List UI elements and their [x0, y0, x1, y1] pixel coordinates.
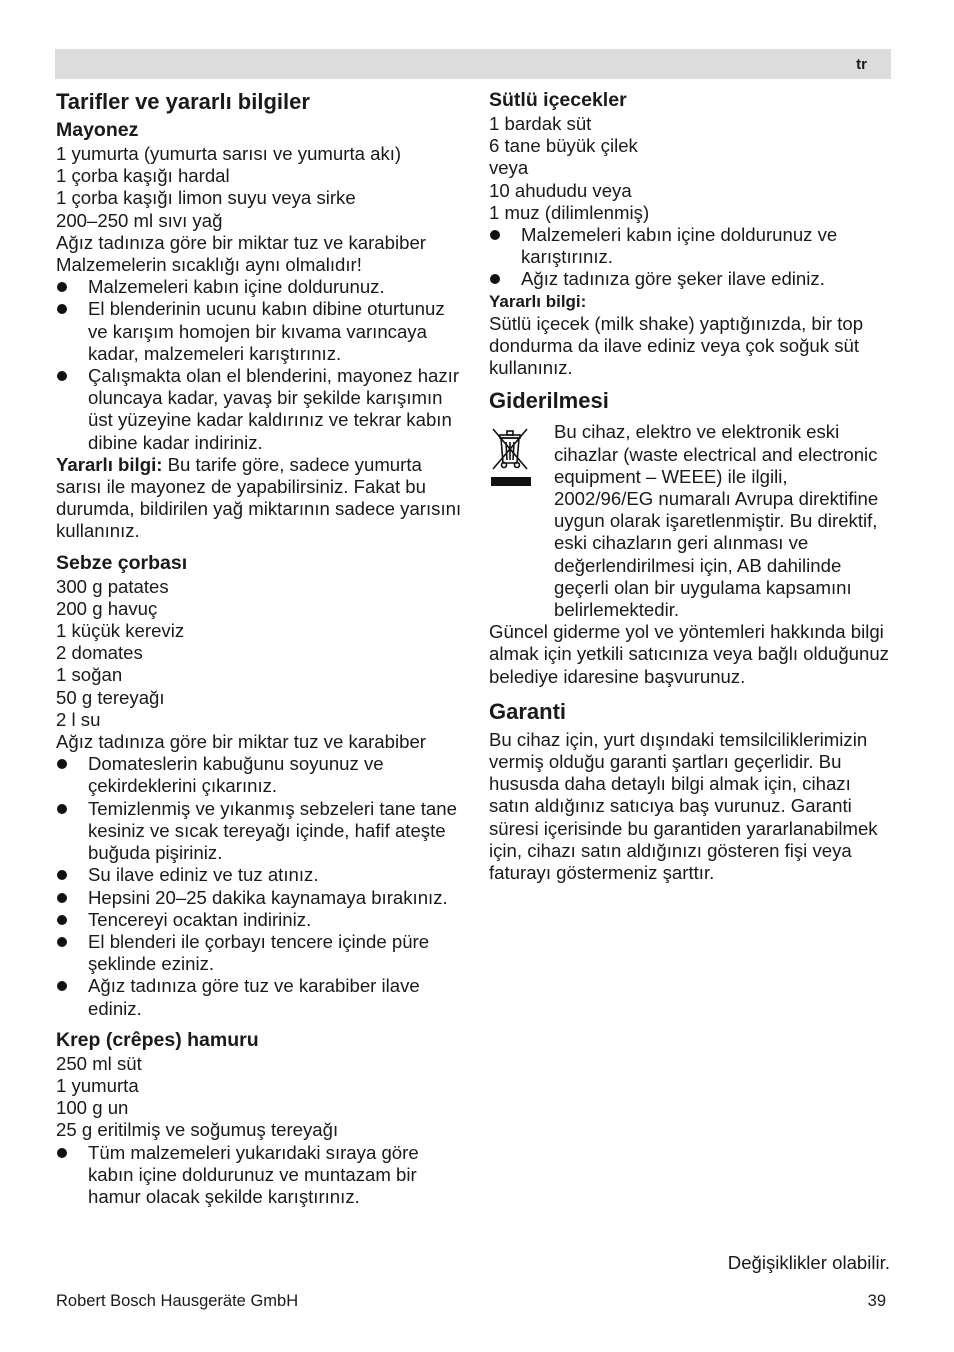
step-item: Su ilave ediniz ve tuz atınız.	[56, 864, 468, 886]
step-item: El blenderinin ucunu kabın dibine oturtunuz ve karışım homojen bir kıvama varıncaya kadar, malzemeleri karıştırınız.	[56, 298, 468, 365]
step-item: Hepsini 20–25 dakika kaynamaya bırakınız.	[56, 887, 468, 909]
recipe-heading-mayonez: Mayonez	[56, 119, 139, 141]
ingredient-line: 1 bardak süt	[489, 113, 592, 134]
disposal-text: Güncel giderme yol ve yöntemleri hakkında bilgi almak için yetkili satıcınıza veya bağlı olduğunuz belediye idaresine başvurunuz.	[489, 621, 889, 687]
language-header-bar	[55, 49, 891, 79]
step-list	[56, 753, 468, 1019]
ingredient-line: 2 l su	[56, 708, 101, 730]
ingredient-line: 1 soğan	[56, 664, 123, 686]
tip-text: Sütlü içecek (milk shake) yaptığınızda, bir top dondurma da ilave ediniz veya çok soğuk süt kullanınız.	[489, 312, 864, 379]
weee-crossed-bin-icon	[489, 425, 533, 489]
tip-label: Yararlı bilgi:	[489, 291, 587, 311]
language-code: tr	[856, 56, 867, 73]
tip-label: Yararlı bilgi:	[56, 453, 163, 475]
left-column	[56, 88, 468, 1208]
ingredient-line: 200–250 ml sıvı yağ	[56, 209, 223, 231]
weee-notice	[489, 421, 891, 621]
tip-paragraph	[56, 454, 468, 543]
section-heading-giderilmesi: Giderilmesi	[489, 388, 609, 414]
ingredient-line: 10 ahududu veya	[489, 179, 632, 201]
ingredient-line: 1 yumurta (yumurta sarısı ve yumurta akı)	[56, 143, 402, 164]
company-name: Robert Bosch Hausgeräte GmbH	[56, 1292, 299, 1310]
ingredient-line: 200 g havuç	[56, 597, 158, 619]
ingredient-line: Ağız tadınıza göre bir miktar tuz ve karabiber	[56, 731, 426, 753]
ingredient-list	[489, 113, 891, 224]
ingredient-line: Ağız tadınıza göre bir miktar tuz ve karabiber	[56, 231, 426, 253]
recipe-heading-sutlu: Sütlü içecekler	[489, 89, 627, 111]
ingredient-line: 6 tane büyük çilek	[489, 135, 638, 157]
changes-note: Değişiklikler olabilir.	[727, 1252, 890, 1273]
step-item: Domateslerin kabuğunu soyunuz ve çekirdeklerini çıkarınız.	[56, 753, 468, 797]
ingredient-line: 1 küçük kereviz	[56, 620, 185, 642]
ingredient-line: 100 g un	[56, 1097, 129, 1119]
ingredient-line: 1 muz (dilimlenmiş)	[489, 201, 650, 223]
section-title: Tarifler ve yararlı bilgiler	[56, 89, 310, 114]
step-item: Tüm malzemeleri yukarıdaki sıraya göre kabın içine doldurunuz ve muntazam bir hamur olacak şekilde karıştırınız.	[56, 1142, 468, 1209]
page-footer	[56, 1292, 886, 1311]
step-item: Tencereyi ocaktan indiriniz.	[56, 909, 468, 931]
step-list	[56, 276, 468, 454]
step-item: Ağız tadınıza göre tuz ve karabiber ilave ediniz.	[56, 975, 468, 1019]
ingredient-line: 1 yumurta	[56, 1074, 139, 1096]
ingredient-line: 1 çorba kaşığı limon suyu veya sirke	[56, 187, 356, 209]
step-item: Çalışmakta olan el blenderini, mayonez hazır oluncaya kadar, yavaş bir şekilde karışımın üst yüzeyine kadar kaldırınız ve tekrar kabın dibine kadar indiriniz.	[56, 365, 468, 454]
ingredient-line: 25 g eritilmiş ve soğumuş tereyağı	[56, 1119, 339, 1141]
step-item: El blenderi ile çorbayı tencere içinde püre şeklinde eziniz.	[56, 931, 468, 975]
ingredient-line: 50 g tereyağı	[56, 686, 165, 708]
step-list	[489, 224, 891, 291]
warranty-text: Bu cihaz için, yurt dışındaki temsilciliklerimizin vermiş olduğu garanti şartları geçerlidir. Bu hususda daha detaylı bilgi almak için, cihazı satın aldığınız satıcıya baş vurunuz. Garanti süresi içerisinde bu garantiden yararlanabilmek için, cihazı satın aldığınızı gösteren fişi veya faturayı göstermeniz şarttır.	[489, 728, 878, 884]
step-item: Temizlenmiş ve yıkanmış sebzeleri tane tane kesiniz ve sıcak tereyağı içinde, hafif ateşte buğuda pişiriniz.	[56, 798, 468, 865]
ingredient-line: 250 ml süt	[56, 1052, 142, 1074]
ingredient-list	[56, 143, 468, 276]
ingredient-line: veya	[489, 157, 529, 179]
ingredient-line: Malzemelerin sıcaklığı aynı olmalıdır!	[56, 254, 362, 276]
ingredient-line: 300 g patates	[56, 575, 169, 597]
right-column	[489, 88, 891, 884]
ingredient-line: 1 çorba kaşığı hardal	[56, 165, 230, 187]
step-item: Ağız tadınıza göre şeker ilave ediniz.	[489, 268, 891, 290]
ingredient-list	[56, 576, 468, 754]
recipe-heading-krep: Krep (crêpes) hamuru	[56, 1028, 259, 1051]
tip-text: Bu tarife göre, sadece yumurta sarısı ile mayonez de yapabilirsiniz. Fakat bu durumda, bildirilen yağ miktarının sadece yarısını kullanınız.	[56, 453, 462, 542]
step-item: Malzemeleri kabın içine doldurunuz ve karıştırınız.	[489, 224, 891, 268]
recipe-heading-sebze: Sebze çorbası	[56, 551, 188, 574]
ingredient-line: 2 domates	[56, 642, 143, 664]
page-number: 39	[867, 1292, 886, 1310]
step-list	[56, 1142, 468, 1209]
step-item: Malzemeleri kabın içine doldurunuz.	[56, 276, 468, 298]
section-heading-garanti: Garanti	[489, 698, 567, 724]
weee-text: Bu cihaz, elektro ve elektronik eski cihazlar (waste electrical and electronic equipment – WEEE) ile ilgili, 2002/96/EG numaralı Avrupa direktifine uygun olarak işaretlenmiştir. Bu direktif, eski cihazların geri alınması ve değerlendirilmesi için, AB dahilinde geçerli olan bir uygulama kapsamını belirlemektedir.	[554, 421, 879, 621]
ingredient-list	[56, 1053, 468, 1142]
